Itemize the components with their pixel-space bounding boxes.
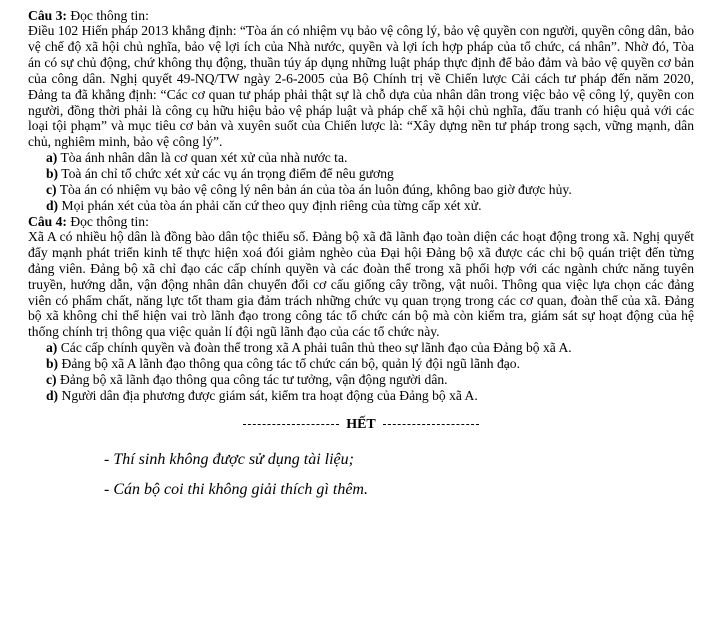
- option-c: c) Tòa án có nhiệm vụ bảo vệ công lý nên bản án của tòa án luôn đúng, không bao giờ được hủy.: [46, 182, 572, 198]
- end-dash-right: [383, 424, 479, 425]
- end-word: HẾT: [346, 416, 376, 432]
- question-4-options: [28, 340, 694, 404]
- question-3-label: Câu 3:: [28, 8, 67, 23]
- option-b: b) Toà án chỉ tổ chức xét xử các vụ án trọng điểm để nêu gương: [46, 166, 394, 182]
- question-3-text: Điều 102 Hiến pháp 2013 khẳng định: “Tòa án có nhiệm vụ bảo vệ công lý, bảo vệ quyền con người, quyền công dân, bảo vệ chế độ xã hội chủ nghĩa, bảo vệ lợi ích của Nhà nước, quyền và lợi ích hợp pháp của tổ chức, cá nhân”. Nhờ đó, Tòa án có sự chủ động, chứ không thụ động, thuần túy áp dụng những luật pháp thực định để bảo đảm và bảo vệ quyền cơ bản của công dân. Nghị quyết 49-NQ/TW ngày 2-6-2005 của Bộ Chính trị về Chiến lược Cải cách tư pháp đến năm 2020, Đảng ta đã khẳng định: “Các cơ quan tư pháp phải thật sự là chỗ dựa của nhân dân trong việc bảo vệ công lý, quyền con người, đồng thời phải là công cụ hữu hiệu bảo vệ pháp luật và pháp chế xã hội chủ nghĩa, đấu tranh có hiệu quả với các loại tội phạm” và mục tiêu cơ bản và xuyên suốt của Chiến lược là: “Xây dựng nền tư pháp trong sạch, vững mạnh, dân chủ, nghiêm minh, bảo vệ công lý”.: [28, 23, 694, 150]
- end-dash-left: [243, 424, 339, 425]
- option-c: c) Đảng bộ xã lãnh đạo thông qua công tác tư tưởng, vận động người dân.: [46, 372, 448, 388]
- note-no-explanation: - Cán bộ coi thi không giải thích gì thêm.: [104, 480, 368, 498]
- question-3: [28, 8, 694, 214]
- end-marker: [28, 414, 694, 435]
- question-4-intro: Đọc thông tin:: [70, 213, 149, 229]
- option-d: d) Người dân địa phương được giám sát, kiểm tra hoạt động của Đảng bộ xã A.: [46, 387, 478, 403]
- question-4: [28, 214, 694, 404]
- question-3-options: [28, 150, 694, 214]
- option-a: a) Tòa ánh nhân dân là cơ quan xét xử của nhà nước ta.: [46, 150, 348, 166]
- question-4-text: Xã A có nhiều hộ dân là đồng bào dân tộc thiểu số. Đảng bộ xã đã lãnh đạo toàn diện các hoạt động trong xã. Nghị quyết đẩy mạnh phát triển kinh tế thực hiện xoá đói giảm nghèo của Đại hội Đảng bộ xã được các chi bộ quán triệt đến từng đảng viên. Đảng bộ xã chỉ đạo các cấp chính quyền và các đoàn thể trong xã phối hợp với các ngành chức năng tuyên truyền, hướng dẫn, vận động nhân dân chuyển đổi cơ cấu giống cây trồng, vật nuôi. Thông qua việc lựa chọn các đảng viên có phẩm chất, năng lực tốt tham gia đảm trách những chức vụ quan trọng trong các cơ quan, đoàn thể của xã. Đảng bộ xã không chỉ thể hiện vai trò lãnh đạo trong công tác tổ chức cán bộ mà còn kiểm tra, giám sát sự hoạt động của hệ thống chính trị thông qua việc quản lí đội ngũ lãnh đạo của các tổ chức này.: [28, 228, 694, 340]
- question-4-label: Câu 4:: [28, 213, 67, 229]
- note-no-materials: - Thí sinh không được sử dụng tài liệu;: [104, 450, 354, 468]
- option-b: b) Đảng bộ xã A lãnh đạo thông qua công tác tổ chức cán bộ, quản lý đội ngũ lãnh đạo.: [46, 356, 520, 372]
- question-3-intro: Đọc thông tin:: [70, 8, 149, 23]
- option-d: d) Mọi phán xét của tòa án phải căn cứ theo quy định riêng của từng cấp xét xử.: [46, 197, 482, 213]
- option-a: a) Các cấp chính quyền và đoàn thể trong xã A phải tuân thủ theo sự lãnh đạo của Đảng bộ xã A.: [46, 340, 572, 356]
